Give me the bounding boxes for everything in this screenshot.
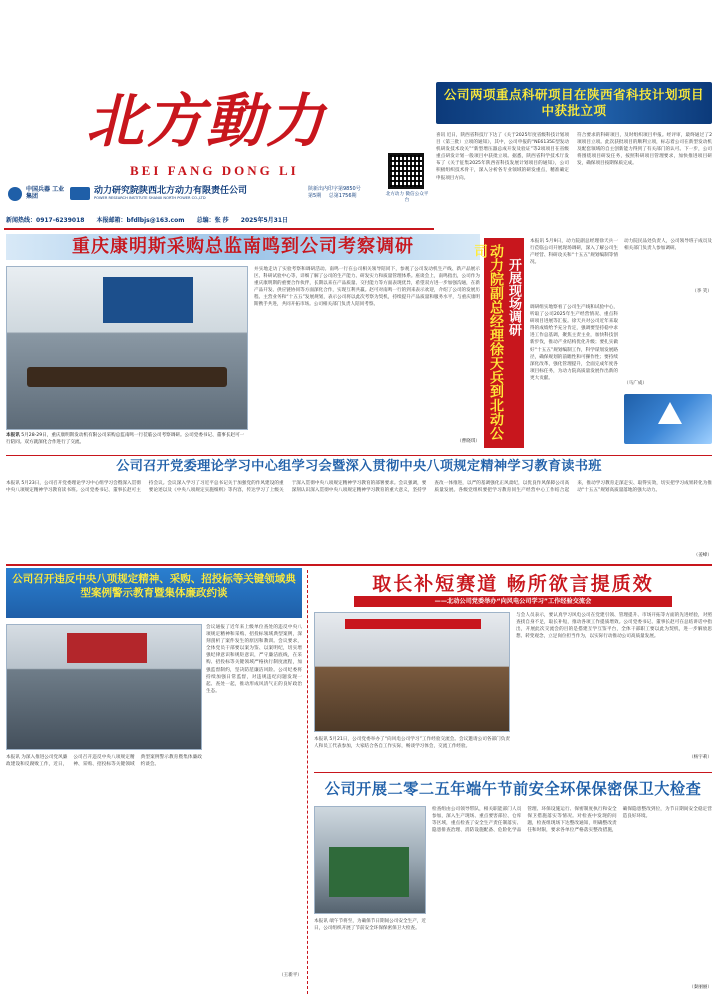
info-bar — [6, 215, 430, 226]
article-headline: 公司开展二零二五年端午节前安全环保保密保卫大检查 — [324, 780, 702, 798]
article-caption: 本报讯 5月21日，公司党委举办了“向风电公司学习”工作经验交流会。会议邀请公司各部门负责人和员工代表参加，大家结合各自工作实际，畅谈学习体会，交流工作经验。 — [314, 737, 510, 750]
article-author: （马广成） — [624, 381, 647, 386]
article-author: （杨宇莉） — [689, 755, 712, 760]
arrow-up-icon — [658, 402, 682, 424]
company-name-cn: 动力研究院陕西北方动力有限责任公司 — [94, 186, 248, 196]
hotline-label: 新闻热线： — [6, 217, 37, 224]
article-body: 本报讯 5月23日，公司召开党委理论学习中心组学习会暨深入贯彻中央八项规定精神学习教育读书班。公司党委书记、董事长赵可主持会议。会议深入学习了习近平总书记关于加强党的作风建设的重要论述以及《中央八项规定实施细则》等内容，传达学习了上级关于深入贯彻中央八项规定精神学习教育的部署要求。会议强调，要深刻认识深入贯彻中央八项规定精神学习教育的重大意义，坚持学查改一体推进，以严的基调强化正风肃纪，以优良作风保障公司高质量发展。各级党组织要把学习教育同生产经营中心工作结合起来，推动学习教育走深走实、取得实效，切实把学习成果转化为推动“十五五”规划高质量落地的强大动力。 — [6, 481, 712, 494]
machine-shape — [329, 847, 409, 897]
issue-number: 第5期 — [308, 193, 322, 199]
photo-caption — [6, 432, 248, 446]
article-author: （姜峰） — [693, 553, 712, 558]
article-body-cont: 动力院民品处负责人，公司领导班子成员及相关部门负责人参加调研。 — [624, 239, 712, 252]
art-graphic — [624, 394, 712, 444]
email-label: 本报邮箱： — [96, 217, 127, 224]
screen-shape — [103, 277, 193, 323]
qr-caption: 北方动力 微信公众平台 — [385, 192, 429, 203]
article-subhead: ——北动公司党委举办“向风电公司学习”工作经验交流会 — [354, 596, 672, 607]
article-warning-education — [6, 568, 302, 996]
article-headline: 公司召开违反中央八项规定精神、采购、招投标等关键领域典型案例警示教育暨集体廉政约谈 — [12, 573, 296, 599]
article-author: （王新平） — [279, 973, 302, 978]
paper-title: 北方動力 — [86, 87, 327, 155]
caption-text: 5月28-29日，重庆康明斯发动机有限公司采购总监南鸣一行莅临公司考察调研。公司党委书记、董事长赵可一行陪同。双方就深化合作进行了交流。 — [6, 433, 245, 445]
group-name: 中国兵器 工业集团 — [26, 186, 65, 200]
article-body: 检查组由公司领导带队，相关职能部门人员参加，深入生产现场、重点要害部位、仓库等区域，重点检查了安全生产责任制落实、隐患排查治理、消防设施配备、危险化学品管理、环保设施运行、保密制度执行和安全保卫措施落实等情况。对检查中发现的问题，检查组现场下达整改通知，明确整改责任和时限，要求各单位严格落实整改措施，确保隐患整改到位，为节日期间安全稳定营造良好环境。 — [432, 807, 712, 834]
section-divider-3 — [314, 772, 712, 773]
caption-label: 本报讯 — [6, 433, 20, 438]
hotline: 0917-6239018 — [36, 217, 85, 224]
paper-pinyin: BEI FANG DONG LI — [130, 163, 299, 178]
article-headline: 公司两项重点科研项目在陕西省科技计划项目中获批立项 — [443, 87, 704, 118]
article-author: （曹晓琪） — [457, 439, 480, 444]
table-shape — [27, 367, 227, 387]
section-divider-2 — [6, 564, 712, 566]
article-headline: 重庆康明斯采购总监南鸣到公司考察调研 — [72, 236, 414, 257]
article-body-col2: 符合要求的科研项目，及时组织项目申报。经评审，最终通过了2项项目立项。此次获批项目的顺利立项，标志着公司在新型发动机及配套领域的自主创新能力得到了有关部门的认可。下一步，公司将围绕项目研发任务，按照科研项目管理要求，加快推进项目研发，确保项目按期保质完成。 — [577, 133, 712, 167]
article-cummins-visit — [6, 234, 480, 452]
article-author: （秦丽丽） — [689, 985, 712, 990]
inspection-photo — [314, 806, 426, 914]
vertical-headline-sub: 开展现场调研 — [506, 258, 521, 336]
article-body-side: 会议通报了近年来上级单位查处的违反中央八项规定精神和采购、招投标领域典型案例，深刻剖析了案件发生的原因和教训。会议要求，全体党员干部要以案为鉴、以案明纪，切实增强纪律意识和规矩意识，严守廉洁底线，在采购、招投标等关键领域严格执行制度流程，加强监督制约，坚决防范廉洁风险。公司纪委将持续加强日常监督，对违规违纪问题发现一起、查处一起，推动形成风清气正的良好政治生态。 — [206, 625, 302, 694]
meeting-photo — [6, 624, 202, 750]
permit-number: 陕新出内印字第9850号 — [308, 186, 361, 192]
article-caption: 本报讯 为深入推进公司党风廉政建设和反腐败工作，近日，公司召开违反中央八项规定精神、采购、招投标等关键领域典型案例警示教育暨集体廉政约谈会。 — [6, 755, 202, 768]
total-issue: 总第1756期 — [328, 193, 357, 199]
article-body-continued — [206, 770, 302, 966]
article-body: 并实地走访了实验考察和调研活动。南鸣一行在公司相关领导陪同下，参观了公司发动机生产线、新产品展示区、科研试验中心等，详细了解了公司的生产能力、研发实力和质量管理体系。座谈会上，南鸣指出，公司作为重庆康明斯的重要合作伙伴，长期以来在产品质量、交付能力等方面表现优异，希望双方进一步加强沟通，在新产品开发、供应链协同等方面深化合作，实现互利共赢。赵可对南鸣一行的到来表示欢迎，介绍了公司的发展历程、主营业务和“十五五”发展规划，表示公司将以此次考察为契机，持续提升产品质量和服务水平，与重庆康明斯携手共进，共同开拓市场。公司相关部门负责人陪同考察。 — [254, 267, 480, 308]
banner-shape — [345, 619, 481, 629]
column-divider — [307, 570, 308, 994]
article-body: 调研组实地察看了公司生产线和试验中心，听取了公司2025年生产经营情况、重点科研项目进展等汇报。徐天兵对公司近年来取得的成绩给予充分肯定，强调要坚持稳中求进工作总基调，聚焦主责主业，加快科技创新步伐，推动产业结构优化升级；要扎实做好“十五五”规划编制工作，科学谋划发展路径，确保规划的前瞻性和可操作性；要持续深化改革，强化管理提升，全面完成年度各项目标任务，为动力院高质量发展作出新的更大贡献。 — [530, 305, 618, 381]
screen-shape — [67, 633, 147, 663]
article-headline: 公司召开党委理论学习中心组学习会暨深入贯彻中央八项规定精神学习教育读书班 — [116, 459, 602, 474]
email: bfdlbjs@163.com — [126, 217, 185, 224]
exchange-meeting-photo — [314, 612, 510, 732]
article-lead: 本报讯 5月9日，动力院副总经理徐天兵一行莅临公司开展现场调研，深入了解公司生产经营、科研攻关和“十五五”规划编制等情况。 — [530, 239, 618, 266]
company-name-en: POWER RESEARCH INSTITUTE SHANXI NORTH POWER CO.,LTD — [94, 196, 206, 200]
editor-label: 总编： — [196, 217, 215, 224]
article-body: 与会人员表示，要认真学习风电公司在党建引领、管理提升、市场开拓等方面的先进经验，对照查找自身不足，取长补短，推动各项工作提质增效。公司党委书记、董事长赵可在总结讲话中指出，开展此次交流会的目的是搭建互学互鉴平台，全体干部职工要以此为契机，进一步解放思想、转变观念，立足岗位担当作为，以实际行动推动公司高质量发展。 — [516, 613, 712, 640]
article-headline: 取长补短赛道 畅所欲言提质效 — [372, 573, 654, 595]
article-theory-study — [6, 458, 712, 562]
vertical-headline-main: 动力院副总经理徐天兵到北动公司 — [472, 244, 504, 440]
article-safety-inspection — [314, 778, 712, 996]
meeting-photo — [6, 266, 248, 430]
article-author: （李 笑） — [692, 289, 712, 294]
masthead-divider — [4, 228, 434, 230]
article-caption: 本报讯 端午节将至，为确保节日期间公司安全生产，近日，公司组织开展了节前安全环保保密保卫大检查。 — [314, 919, 426, 932]
section-divider — [6, 455, 712, 456]
company-logo — [6, 186, 306, 204]
article-research-visit — [472, 238, 712, 452]
group-logo-icon — [8, 187, 22, 201]
issue-date: 2025年5月31日 — [240, 217, 288, 224]
wechat-qr-code — [388, 153, 424, 189]
power-logo-icon — [70, 187, 90, 200]
article-experience-exchange — [314, 572, 712, 762]
editor: 张 莎 — [214, 217, 229, 224]
article-body-col1: 喜讯 近日，陕西省科技厅下达了《关于2025年度省级科技计划项目（第三批）立项的通知》，其中，公司申报的“NE6135E型发动机研发技术攻关”“新型增压器总成开发及验证”等2项项目在省级重点研发计划一般项目中获批立项。据悉，陕西省科学技术厅发布了《关于征集2025年陕西省科技发展计划项目的通知》，公司积极组织技术骨干，深入分析各专业领域的研发重点，精准确定申报项目方向。 — [436, 133, 569, 181]
